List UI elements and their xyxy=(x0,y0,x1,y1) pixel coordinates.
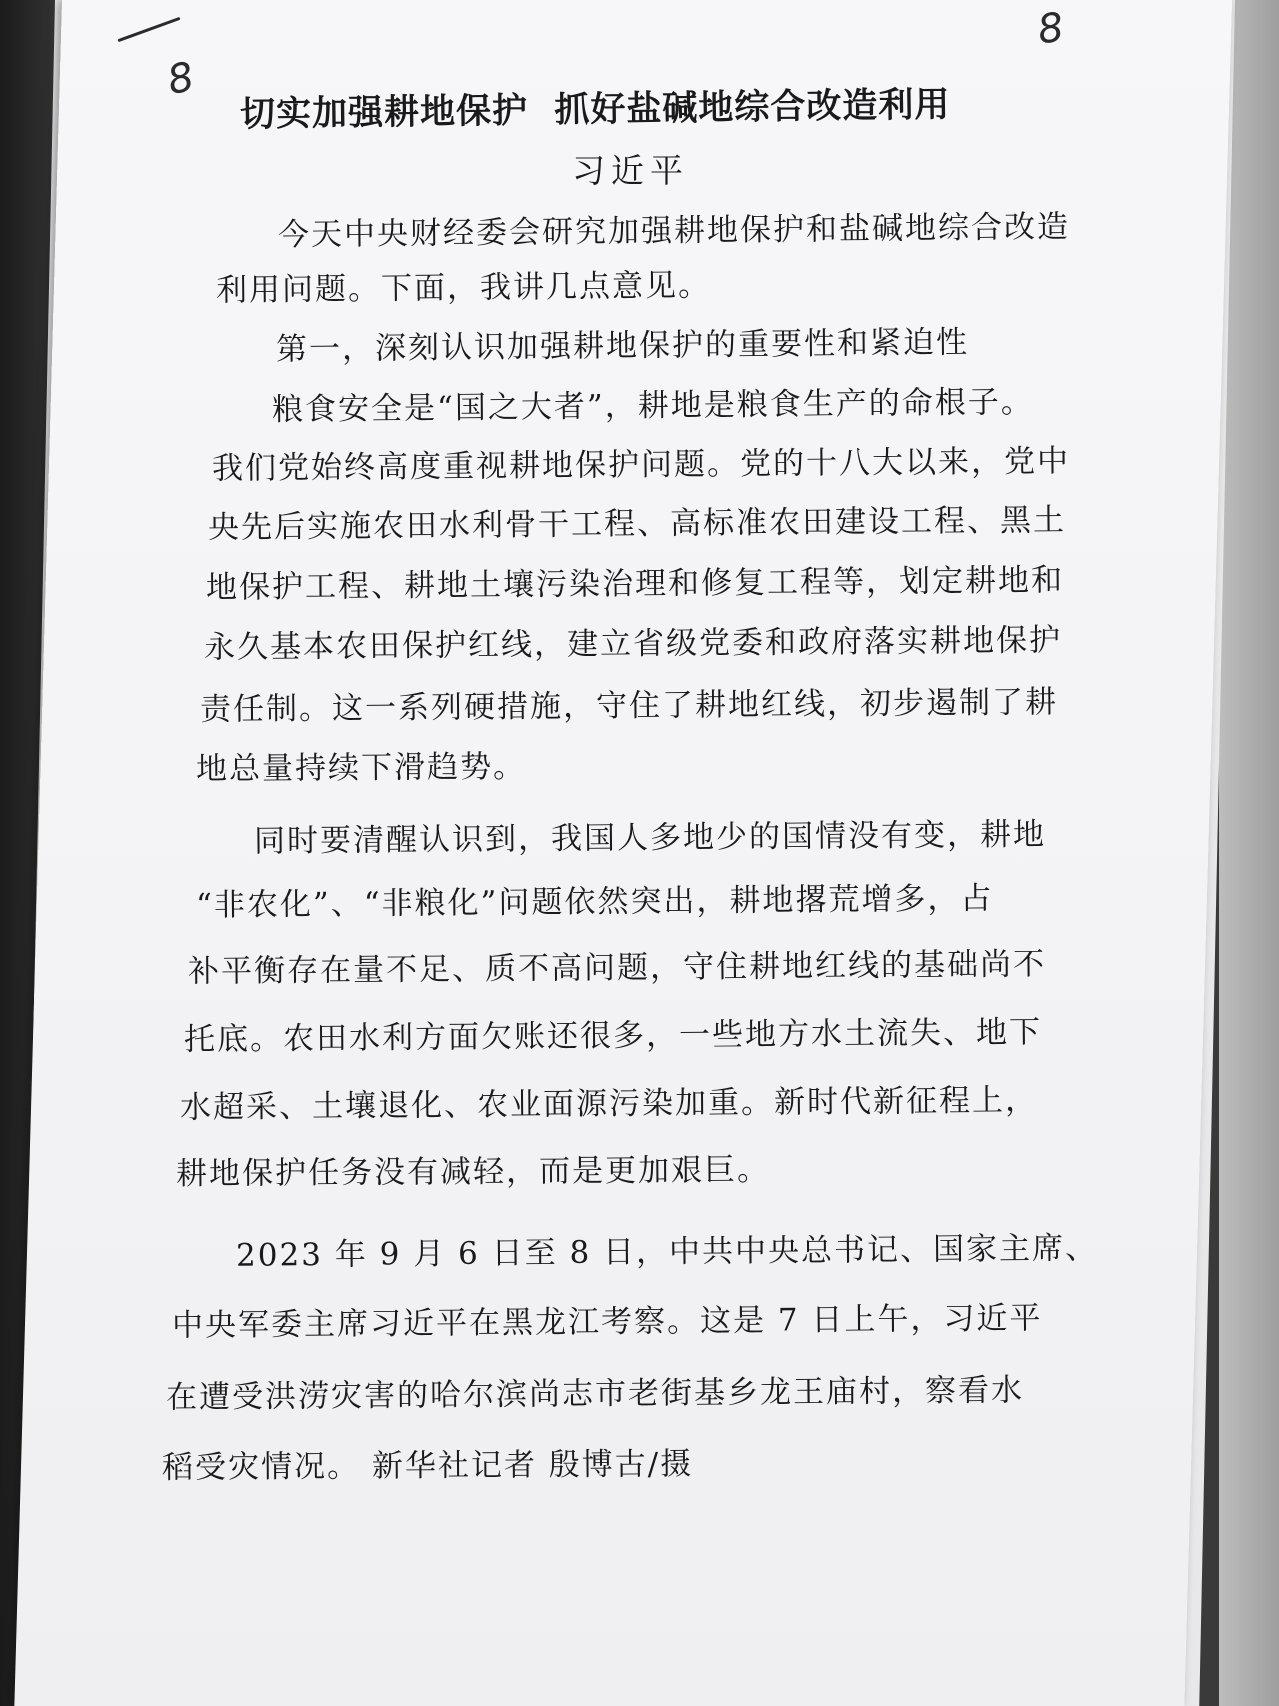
text-line-5: 我们党始终高度重视耕地保护问题。党的十八大以来，党中 xyxy=(211,443,1071,487)
text-line-14: 托底。农田水利方面欠账还很多，一些地方水土流失、地下 xyxy=(183,1014,1043,1058)
text-line-12: “非农化”、“非粮化”问题依然突出，耕地撂荒增多，占 xyxy=(195,880,994,924)
handwritten-page-number-right: 8 xyxy=(1034,4,1067,54)
text-line-18: 中央军委主席习近平在黑龙江考察。这是 7 日上午，习近平 xyxy=(171,1300,1043,1344)
text-line-11: 同时要清醒认识到，我国人多地少的国情没有变，耕地 xyxy=(253,816,1047,860)
handwritten-page-number-left: 8 xyxy=(163,53,198,105)
text-line-17: 2023 年 9 月 6 日至 8 日，中共中央总书记、国家主席、 xyxy=(235,1230,1099,1274)
text-line-19: 在遭受洪涝灾害的哈尔滨尚志市老街基乡龙王庙村，察看水 xyxy=(165,1372,1025,1416)
text-line-4: 粮食安全是“国之大者”，耕地是粮食生产的命根子。 xyxy=(271,384,1034,428)
text-line-20: 稻受灾情况。 新华社记者 殷博古/摄 xyxy=(161,1446,694,1486)
text-line-6: 央先后实施农田水利骨干工程、高标准农田建设工程、黑土 xyxy=(207,502,1067,546)
text-line-13: 补平衡存在量不足、质不高问题，守住耕地红线的基础尚不 xyxy=(187,946,1047,990)
handwritten-dash xyxy=(117,17,180,42)
text-line-8: 永久基本农田保护红线，建立省级党委和政府落实耕地保护 xyxy=(203,622,1063,666)
text-line-3: 第一，深刻认识加强耕地保护的重要性和紧迫性 xyxy=(275,324,970,368)
text-line-16: 耕地保护任务没有减轻，而是更加艰巨。 xyxy=(175,1151,771,1193)
document-author: 习近平 xyxy=(572,151,689,190)
text-line-2: 利用问题。下面，我讲几点意见。 xyxy=(215,267,712,309)
text-line-9: 责任制。这一系列硬措施，守住了耕地红线，初步遏制了耕 xyxy=(199,684,1059,728)
text-line-7: 地保护工程、耕地土壤污染治理和修复工程等，划定耕地和 xyxy=(205,562,1065,606)
text-line-15: 水超采、土壤退化、农业面源污染加重。新时代新征程上， xyxy=(179,1082,1039,1126)
text-line-1: 今天中央财经委会研究加强耕地保护和盐碱地综合改造 xyxy=(277,208,1071,254)
document-title: 切实加强耕地保护 抓好盐碱地综合改造利用 xyxy=(239,84,951,135)
text-line-10: 地总量持续下滑趋势。 xyxy=(195,748,527,788)
